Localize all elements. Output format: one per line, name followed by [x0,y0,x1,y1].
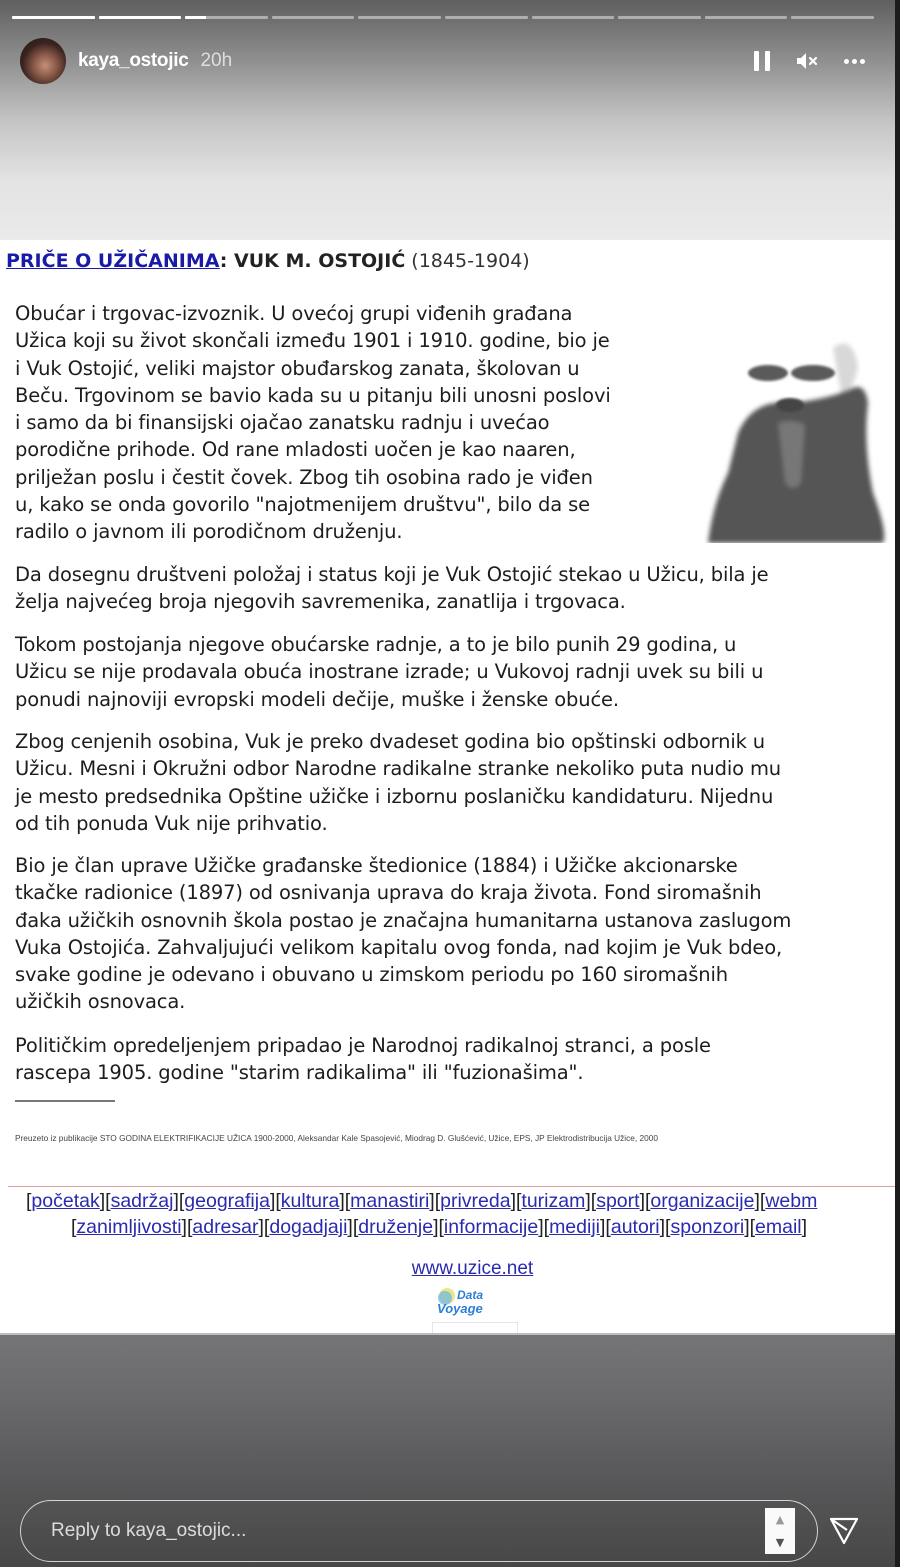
text-line: radilo o javnom ili porodičnom druženju. [15,520,403,544]
user-avatar[interactable] [20,38,66,84]
site-link-container [0,1258,895,1280]
source-note: Preuzeto iz publikacije STO GODINA ELEKTRIFIKACIJE UŽICA 1900-2000, Aleksandar Kale Spasojević, Miodrag D. Glušćević, Užice, EPS, JP Elektrodistribucija Užice, 2000 [15,1133,658,1143]
nav-link-druenje[interactable]: druženje [358,1216,434,1238]
nav-link-sponzori[interactable]: sponzori [670,1216,745,1238]
story-header [20,38,865,84]
text-line: Tokom postojanja njegove obućarske radnje, a to je bilo punih 29 godina, u [15,633,737,656]
bracket: ] [659,1216,666,1238]
reply-input[interactable] [51,1511,765,1551]
text-line: tkačke radionice (1897) od osnivanja uprava do kraja života. Fond siromašnih [15,881,762,905]
text-line: želja najvećeg broja njegovih savremenika, zanatlija i trgovaca. [15,590,626,614]
nav-link-sadraj[interactable]: sadržaj [110,1190,174,1212]
text-line: Užicu se nije prodavala obuća inostrane izrade; u Vukovoj radnji uvek su bili u [15,660,764,684]
story-progress-bar [12,16,874,19]
bracket: [ [186,1216,193,1238]
site-nav-row-2 [71,1216,895,1239]
reply-bar [20,1500,818,1562]
text-line: Beču. Trgovinom se bavio kada su u pitanju bili unosni poslovi [15,383,611,407]
progress-segment [618,16,701,19]
text-line: Bio je član uprave Užičke građanske štedionice (1884) i Užičke akcionarske [15,854,738,877]
text-line: je mesto predsednika Opštine užičke i izbornu poslaničku kandidaturu. Nijednu [15,784,774,808]
spinner-up-icon[interactable]: ▲ [775,1513,785,1526]
title-separator: : [219,250,228,272]
paragraph-4 [15,728,781,837]
nav-link-mediji[interactable]: mediji [549,1216,600,1238]
bracket: ] [585,1190,591,1212]
title-years: (1845-1904) [405,250,530,272]
bracket: [ [516,1190,522,1212]
progress-segment [185,16,268,19]
nav-link-webm[interactable]: webm [765,1190,818,1212]
nav-link-zanimljivosti[interactable]: zanimljivosti [76,1216,182,1238]
bracket: [ [438,1216,444,1238]
pause-button[interactable] [754,51,770,71]
bracket: ] [433,1216,439,1238]
spinner-down-icon[interactable]: ▼ [775,1536,785,1549]
progress-segment [445,16,528,19]
text-line: rascepa 1905. godine "starim radikalima" ili "fuzionašima". [15,1061,584,1085]
progress-fill [12,16,95,19]
bracket: ] [600,1216,606,1238]
bracket: ] [429,1190,435,1212]
nav-link-dogadjaji[interactable]: dogadjaji [269,1216,348,1238]
text-line: Zbog cenjenih osobina, Vuk je preko dvadeset godina bio opštinski odbornik u [15,730,766,753]
bracket: [ [434,1190,441,1212]
bracket: [ [749,1216,756,1238]
text-line: ponudi najnoviji evropski modeli dečije, muške i ženske obuće. [15,687,619,711]
username[interactable]: kaya_ostojic [78,50,189,71]
bracket: ] [173,1190,179,1212]
nav-link-kultura[interactable]: kultura [280,1190,340,1212]
text-line: užičkih osnovaca. [15,990,186,1014]
progress-fill [185,16,206,19]
text-line: Vuka Ostojića. Zahvaljujući velikom kapitalu ovog fonda, nad kojim je Vuk bdeo, [15,935,783,959]
mute-icon [796,51,818,71]
nav-link-sport[interactable]: sport [596,1190,640,1212]
page-bottom-box [432,1322,518,1333]
bracket: ] [258,1216,264,1238]
site-nav-row-1 [26,1190,895,1213]
bracket: ] [754,1190,760,1212]
nav-link-informacije[interactable]: informacije [443,1216,539,1238]
bracket: [ [344,1190,351,1212]
bracket: ] [181,1216,187,1238]
text-line: i Vuk Ostojić, veliki majstor obuđarskog zanata, školovan u [15,356,580,380]
bracket: [ [105,1190,111,1212]
svg-text:Data: Data [457,1288,484,1302]
progress-segment [272,16,355,19]
bracket: [ [26,1190,32,1212]
bracket: [ [275,1190,281,1212]
paragraph-3 [15,631,763,713]
nav-link-manastiri[interactable]: manastiri [350,1190,430,1212]
content-bottom-edge [0,1333,895,1335]
timestamp: 20h [200,50,233,71]
bracket: [ [605,1216,611,1238]
bracket: ] [744,1216,750,1238]
datavoyage-logo[interactable] [433,1286,513,1316]
send-icon[interactable] [828,1514,860,1546]
progress-segment [12,16,95,19]
progress-segment [791,16,874,19]
bracket: [ [759,1190,766,1212]
progress-segment [358,16,441,19]
nav-link-geografija[interactable]: geografija [184,1190,270,1212]
screen-edge [895,0,900,1567]
nav-link-autori[interactable]: autori [610,1216,660,1238]
paragraph-1 [15,300,611,546]
reply-scroll-spinner[interactable] [765,1508,795,1554]
more-options-button[interactable] [844,59,865,64]
story-top-overlay [0,0,895,240]
text-line: od tih ponuda Vuk nije prihvatio. [15,811,328,835]
paragraph-6 [15,1032,711,1087]
nav-link-email[interactable]: email [755,1216,802,1238]
bracket: [ [644,1190,651,1212]
bracket: ] [339,1190,345,1212]
bracket: [ [263,1216,270,1238]
bracket: [ [71,1216,77,1238]
text-line: svake godine je odevano i obuvano u zimskom periodu po 160 siromašnih [15,963,728,987]
nav-divider [8,1186,895,1187]
title-link[interactable]: PRIČE O UŽIČANIMA [6,250,220,272]
nav-link-poetak[interactable]: početak [31,1190,100,1212]
pause-icon [754,51,770,71]
bracket: ] [538,1216,544,1238]
bracket: ] [269,1190,276,1212]
page-title [6,250,530,272]
text-line: priljеžan poslu i čestit čovek. Zbog tih osobina rado je viđen [15,465,593,489]
text-line: Političkim opredeljenjem pripadao je Narodnoj radikalnoj stranci, a posle [15,1034,711,1057]
site-link[interactable]: www.uzice.net [411,1258,534,1279]
paragraph-5 [15,852,791,1016]
bracket: ] [347,1216,353,1238]
nav-link-turizam[interactable]: turizam [521,1190,586,1212]
bracket: [ [665,1216,671,1238]
text-line: Obućar i trgovac-izvoznik. U ovećoj grupi viđenih građana [15,302,573,325]
text-line: u, kako se onda govorilo "najotmenijem društvu", bilo da se [15,493,590,517]
nav-link-privreda[interactable]: privreda [440,1190,511,1212]
paragraph-2 [15,561,768,616]
bracket: ] [639,1190,645,1212]
title-name: VUK M. OSTOJIĆ [227,250,406,272]
progress-segment [99,16,182,19]
progress-segment [705,16,788,19]
footnote-divider [15,1100,115,1102]
text-line: porodične prihode. Od rane mladosti uočen je kao naaren, [15,438,576,462]
header-controls [754,51,865,71]
text-line: Da dosegnu društveni položaj i status koji je Vuk Ostojić stekao u Užicu, bila je [15,563,769,586]
bracket: ] [510,1190,516,1212]
bracket: [ [352,1216,359,1238]
nav-link-adresar[interactable]: adresar [192,1216,259,1238]
bracket: ] [801,1216,808,1238]
text-line: Užica koji su život skončali između 1901 i 1910. godine, bio je [15,329,610,353]
text-line: đaka užičkih osnovnih škola postao je značajna humanitarna ustanova zaslugom [15,908,792,932]
more-icon [844,59,865,64]
bracket: [ [543,1216,550,1238]
bracket: ] [99,1190,106,1212]
mute-button[interactable] [796,51,818,71]
story-content-webpage [0,240,895,1333]
svg-text:Voyage: Voyage [437,1301,483,1316]
text-line: Užicu. Mesni i Okružni odbor Narodne radikalne stranke nekoliko puta nudio mu [15,757,782,781]
text-line: i samo da bi finansijski ojačao zanatsku radnju i uvećao [15,411,550,435]
nav-link-organizacije[interactable]: organizacije [650,1190,755,1212]
progress-fill [99,16,182,19]
portrait-image [693,293,893,543]
progress-segment [532,16,615,19]
bracket: [ [178,1190,185,1212]
bracket: [ [590,1190,597,1212]
